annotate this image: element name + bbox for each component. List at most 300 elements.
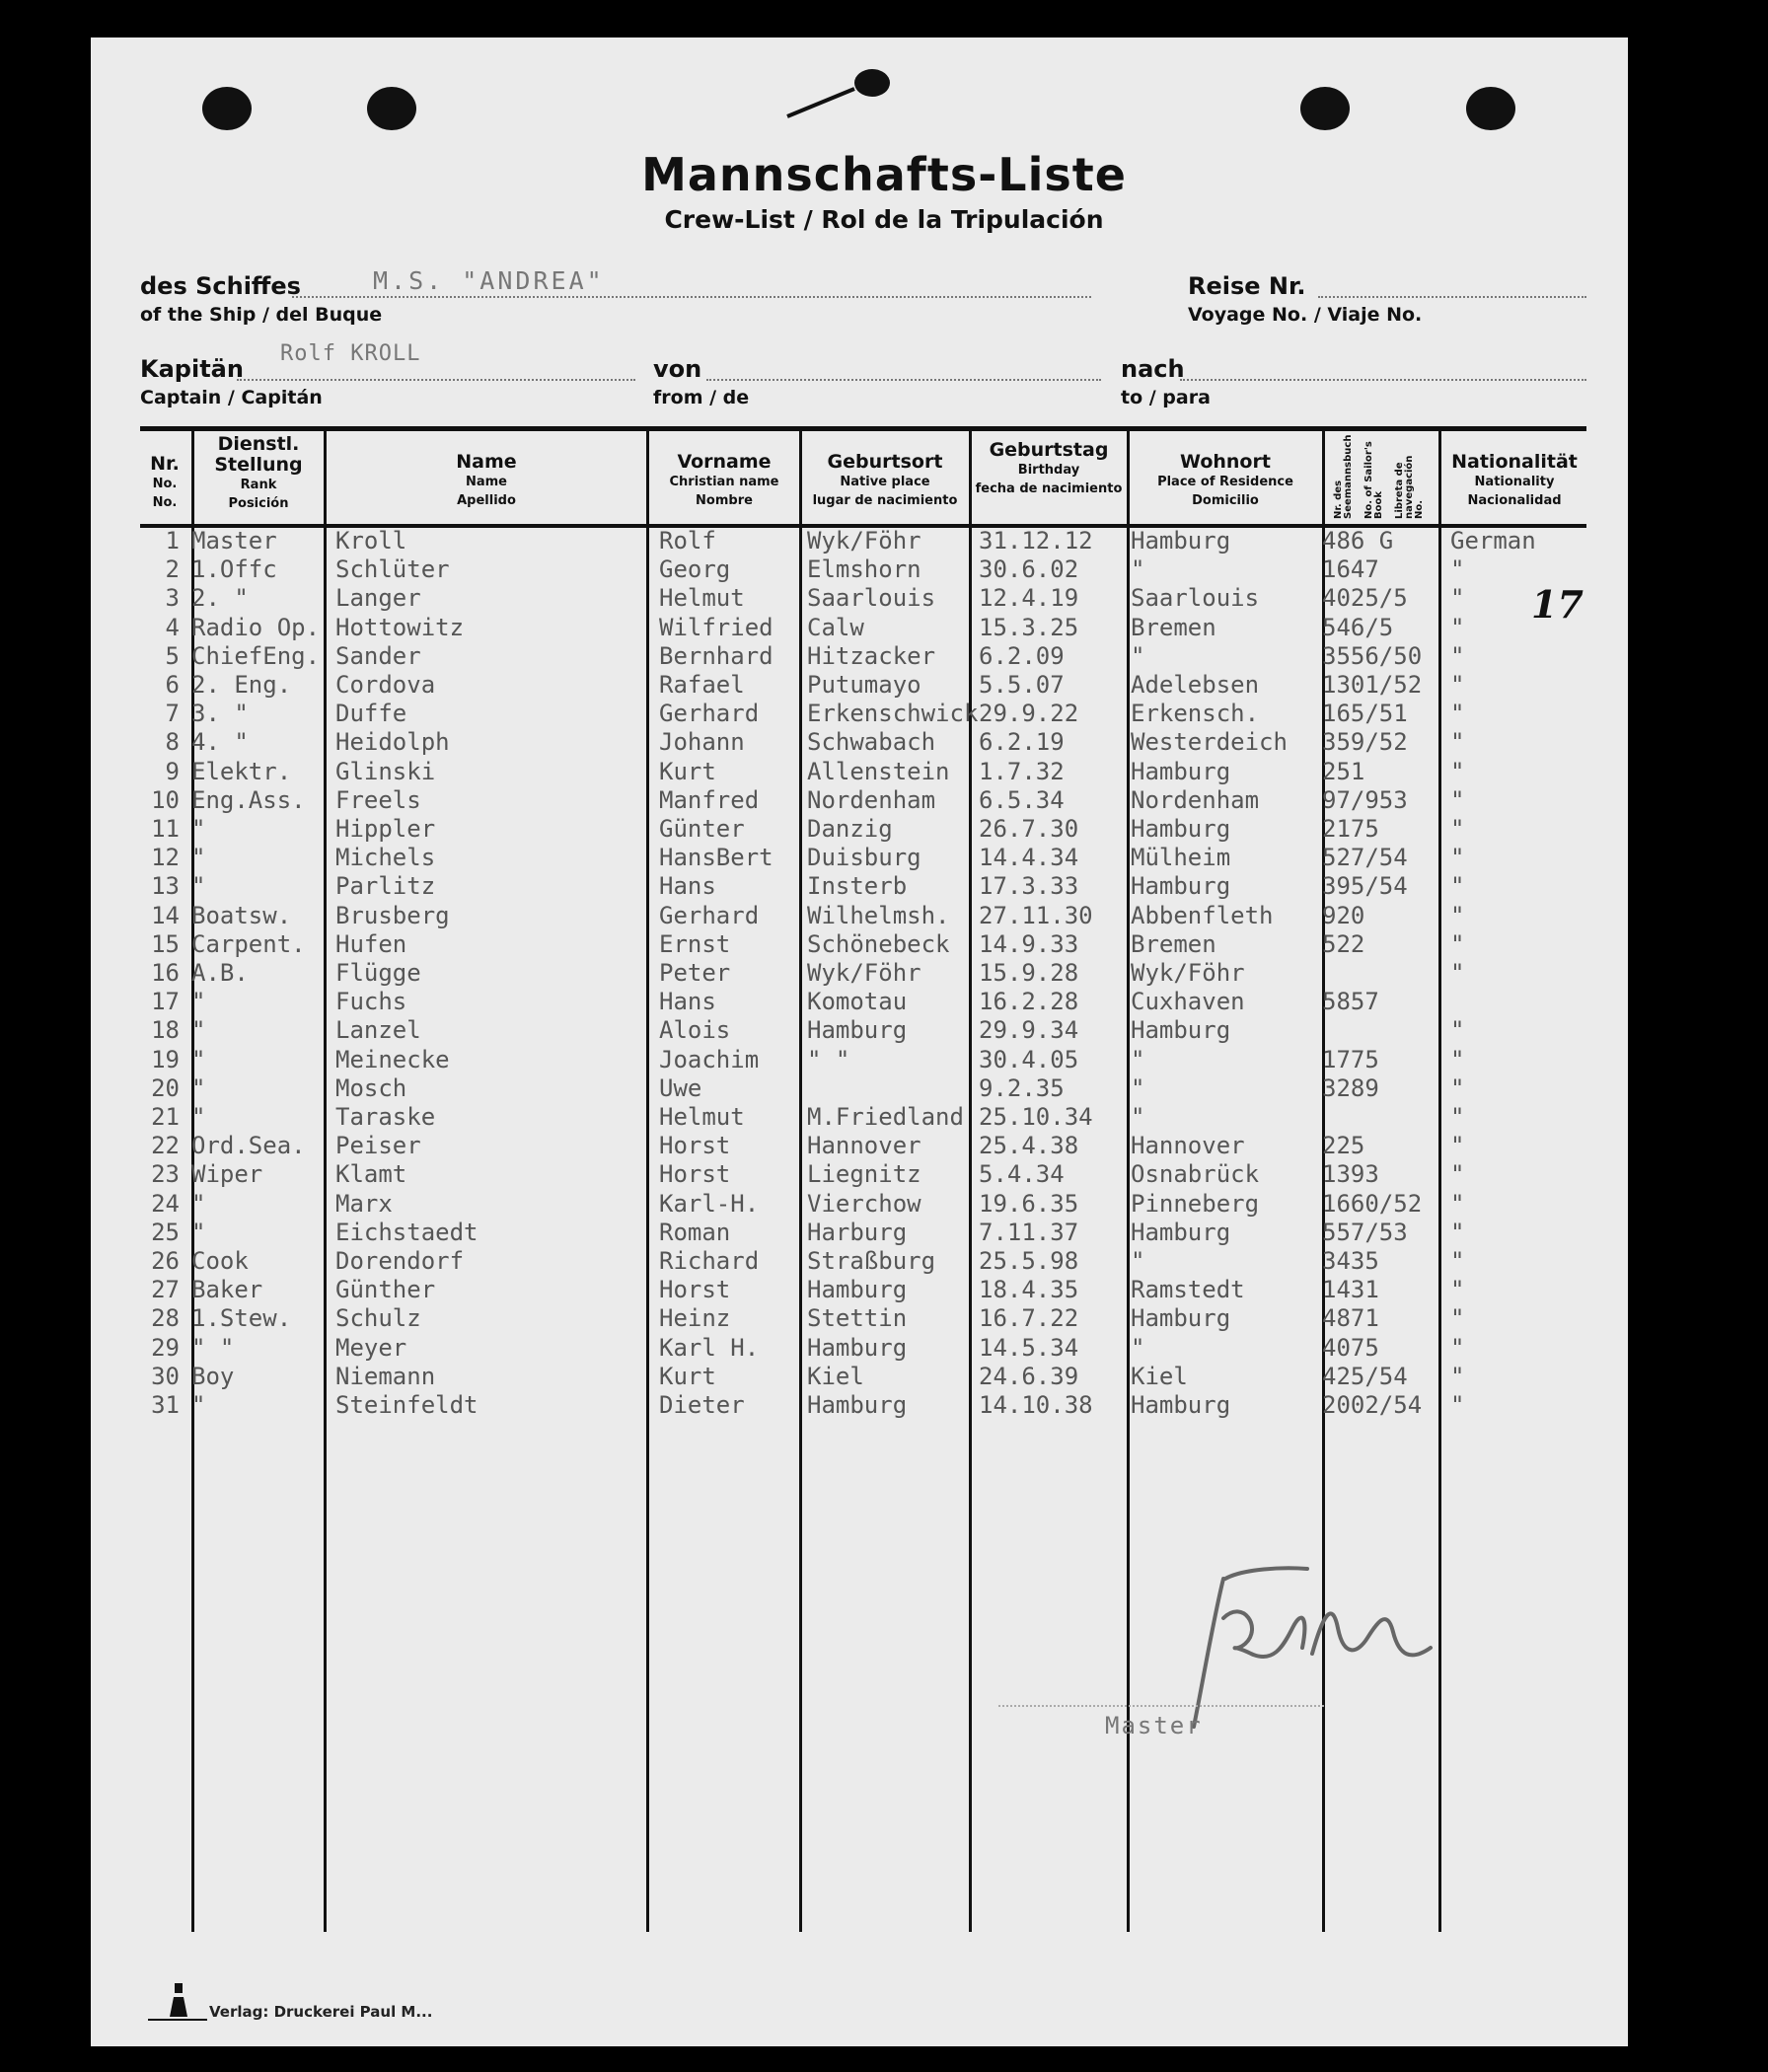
cell-bday: 15.9.28	[979, 959, 1079, 987]
cell-first: Ernst	[659, 929, 731, 958]
cell-res: Bremen	[1131, 613, 1216, 641]
column-divider	[969, 430, 972, 1932]
cell-bday: 14.9.33	[979, 929, 1079, 958]
cell-name: Langer	[335, 584, 421, 613]
cell-birthplace: Vierchow	[807, 1189, 921, 1218]
cell-nr: 10	[151, 785, 180, 814]
cell-name: Parlitz	[335, 872, 436, 901]
cell-book: 97/953	[1322, 785, 1408, 814]
cell-rank: "	[191, 872, 206, 901]
cell-bday: 15.3.25	[979, 613, 1079, 641]
cell-res: Hamburg	[1131, 1016, 1231, 1045]
cell-res: Hamburg	[1131, 872, 1231, 901]
cell-rank: Cook	[191, 1247, 249, 1275]
cell-birthplace: Duisburg	[807, 844, 921, 872]
cell-nr: 28	[151, 1304, 180, 1333]
col-header-name: Name Name Apellido	[456, 451, 517, 508]
cell-name: Flügge	[335, 959, 421, 987]
cell-nr: 23	[151, 1160, 180, 1189]
cell-nat: "	[1450, 929, 1465, 958]
cell-birthplace: Hamburg	[807, 1333, 908, 1362]
cell-birthplace: Elmshorn	[807, 555, 921, 584]
cell-nr: 8	[165, 728, 180, 757]
cell-bday: 5.4.34	[979, 1160, 1065, 1189]
cell-bday: 19.6.35	[979, 1189, 1079, 1218]
ship-line	[292, 296, 1091, 298]
to-sublabel: to / para	[1121, 387, 1211, 408]
cell-name: Brusberg	[335, 901, 450, 929]
cell-bday: 5.5.07	[979, 671, 1065, 699]
cell-first: Hans	[659, 872, 716, 901]
cell-res: "	[1131, 555, 1145, 584]
cell-name: Fuchs	[335, 988, 407, 1016]
cell-birthplace: Danzig	[807, 815, 893, 843]
cell-first: Wilfried	[659, 613, 774, 641]
table-top-rule	[140, 426, 1586, 431]
cell-name: Schlüter	[335, 555, 450, 584]
cell-name: Meyer	[335, 1333, 407, 1362]
cell-birthplace: Nordenham	[807, 785, 936, 814]
punch-hole	[1300, 87, 1350, 130]
cell-first: Kurt	[659, 1362, 716, 1390]
cell-nr: 22	[151, 1132, 180, 1160]
cell-nat: "	[1450, 1304, 1465, 1333]
cell-first: Karl-H.	[659, 1189, 760, 1218]
cell-nr: 12	[151, 844, 180, 872]
voyage-sublabel: Voyage No. / Viaje No.	[1188, 304, 1423, 326]
cell-first: Gerhard	[659, 901, 760, 929]
from-line	[706, 379, 1101, 381]
footer-line	[148, 2019, 207, 2021]
cell-rank: Eng.Ass.	[191, 785, 306, 814]
cell-first: Richard	[659, 1247, 760, 1275]
cell-nat: "	[1450, 1073, 1465, 1102]
cell-res: Cuxhaven	[1131, 988, 1245, 1016]
cell-birthplace: Harburg	[807, 1218, 908, 1246]
cell-book: 920	[1322, 901, 1365, 929]
cell-bday: 25.10.34	[979, 1103, 1093, 1131]
cell-nr: 1	[165, 527, 180, 555]
cell-birthplace: M.Friedland	[807, 1103, 964, 1131]
cell-nr: 11	[151, 815, 180, 843]
cell-name: Mosch	[335, 1073, 407, 1102]
cell-bday: 7.11.37	[979, 1218, 1079, 1246]
cell-nr: 6	[165, 671, 180, 699]
cell-book: 165/51	[1322, 700, 1408, 728]
cell-nr: 16	[151, 959, 180, 987]
cell-bday: 6.2.19	[979, 728, 1065, 757]
cell-rank: Carpent.	[191, 929, 306, 958]
cell-bday: 26.7.30	[979, 815, 1079, 843]
cell-book: 4025/5	[1322, 584, 1408, 613]
cell-res: "	[1131, 1103, 1145, 1131]
cell-nr: 13	[151, 872, 180, 901]
cell-birthplace: Wyk/Föhr	[807, 527, 921, 555]
cell-nr: 17	[151, 988, 180, 1016]
cell-res: "	[1131, 1045, 1145, 1073]
cell-rank: 2. "	[191, 584, 249, 613]
cell-bday: 29.9.34	[979, 1016, 1079, 1045]
cell-bday: 14.4.34	[979, 844, 1079, 872]
cell-birthplace: Hamburg	[807, 1391, 908, 1419]
cell-nat: "	[1450, 959, 1465, 987]
cell-first: HansBert	[659, 844, 774, 872]
cell-first: Horst	[659, 1276, 731, 1304]
cell-name: Günther	[335, 1276, 436, 1304]
cell-rank: 2. Eng.	[191, 671, 292, 699]
cell-nat: "	[1450, 1132, 1465, 1160]
cell-first: Gerhard	[659, 700, 760, 728]
cell-first: Joachim	[659, 1045, 760, 1073]
cell-birthplace: Straßburg	[807, 1247, 936, 1275]
cell-book: 546/5	[1322, 613, 1394, 641]
cell-birthplace: Stettin	[807, 1304, 908, 1333]
cell-bday: 14.5.34	[979, 1333, 1079, 1362]
printer-logo-icon	[166, 1981, 191, 2021]
cell-nat: "	[1450, 1247, 1465, 1275]
cell-res: "	[1131, 641, 1145, 670]
cell-birthplace: Komotau	[807, 988, 908, 1016]
cell-birthplace: Wilhelmsh.	[807, 901, 950, 929]
col-header-sailorsbook: Nr. des Seemannsbuch No. of Sailor's Book Libreta de navegación No.	[1332, 434, 1426, 519]
cell-first: Rolf	[659, 527, 716, 555]
cell-res: Bremen	[1131, 929, 1216, 958]
cell-bday: 25.5.98	[979, 1247, 1079, 1275]
cell-res: Abbenfleth	[1131, 901, 1274, 929]
cell-birthplace: Hitzacker	[807, 641, 936, 670]
cell-nat: "	[1450, 785, 1465, 814]
cell-nr: 26	[151, 1247, 180, 1275]
cell-first: Uwe	[659, 1073, 702, 1102]
cell-book: 1393	[1322, 1160, 1379, 1189]
cell-bday: 31.12.12	[979, 527, 1093, 555]
from-label: von	[653, 355, 702, 383]
voyage-label: Reise Nr.	[1188, 272, 1306, 300]
ship-value: M.S. "ANDREA"	[373, 266, 605, 295]
cell-res: Mülheim	[1131, 844, 1231, 872]
cell-rank: Boatsw.	[191, 901, 292, 929]
cell-birthplace: Putumayo	[807, 671, 921, 699]
cell-nr: 4	[165, 613, 180, 641]
punch-hole	[367, 87, 416, 130]
cell-name: Eichstaedt	[335, 1218, 479, 1246]
col-header-rank: Dienstl. Stellung Rank Posición	[214, 433, 303, 511]
cell-birthplace: Hamburg	[807, 1016, 908, 1045]
punch-hole	[202, 87, 252, 130]
cell-bday: 30.4.05	[979, 1045, 1079, 1073]
cell-bday: 30.6.02	[979, 555, 1079, 584]
cell-res: Saarlouis	[1131, 584, 1260, 613]
to-label: nach	[1121, 355, 1185, 383]
cell-nat: "	[1450, 844, 1465, 872]
cell-rank: "	[191, 1391, 206, 1419]
from-sublabel: from / de	[653, 387, 750, 408]
cell-nat: German	[1450, 527, 1536, 555]
cell-name: Hippler	[335, 815, 436, 843]
cell-nat: "	[1450, 1362, 1465, 1390]
cell-name: Meinecke	[335, 1045, 450, 1073]
cell-birthplace: Saarlouis	[807, 584, 936, 613]
cell-nat: "	[1450, 1045, 1465, 1073]
cell-rank: Wiper	[191, 1160, 263, 1189]
col-header-residence: Wohnort Place of Residence Domicilio	[1157, 451, 1293, 508]
cell-res: Ramstedt	[1131, 1276, 1245, 1304]
cell-book: 522	[1322, 929, 1365, 958]
cell-nat: "	[1450, 872, 1465, 901]
handwritten-number: 17	[1531, 582, 1584, 627]
col-header-nationality: Nationalität Nationality Nacionalidad	[1451, 451, 1578, 508]
footer-imprint: Verlag: Druckerei Paul M...	[209, 2003, 433, 2021]
col-header-firstname: Vorname Christian name Nombre	[669, 451, 779, 508]
cell-first: Rafael	[659, 671, 745, 699]
cell-bday: 18.4.35	[979, 1276, 1079, 1304]
captain-signature	[1135, 1559, 1450, 1737]
cell-res: Kiel	[1131, 1362, 1188, 1390]
signature-line	[998, 1705, 1324, 1707]
cell-birthplace: Insterb	[807, 872, 908, 901]
cell-res: Erkensch.	[1131, 700, 1260, 728]
cell-name: Lanzel	[335, 1016, 421, 1045]
cell-name: Taraske	[335, 1103, 436, 1131]
cell-first: Horst	[659, 1160, 731, 1189]
cell-first: Dieter	[659, 1391, 745, 1419]
cell-nat: "	[1450, 1218, 1465, 1246]
cell-birthplace: Calw	[807, 613, 864, 641]
cell-birthplace: Liegnitz	[807, 1160, 921, 1189]
cell-res: Hamburg	[1131, 815, 1231, 843]
cell-rank: Master	[191, 527, 277, 555]
column-divider	[324, 430, 327, 1932]
cell-nr: 27	[151, 1276, 180, 1304]
ship-label: des Schiffes	[140, 272, 301, 300]
cell-book: 557/53	[1322, 1218, 1408, 1246]
cell-rank: 3. "	[191, 700, 249, 728]
cell-book: 1660/52	[1322, 1189, 1423, 1218]
cell-nr: 18	[151, 1016, 180, 1045]
cell-nat: "	[1450, 1391, 1465, 1419]
cell-book: 1301/52	[1322, 671, 1423, 699]
cell-first: Johann	[659, 728, 745, 757]
cell-name: Cordova	[335, 671, 436, 699]
captain-label: Kapitän	[140, 355, 244, 383]
cell-nat: "	[1450, 1103, 1465, 1131]
cell-nat: "	[1450, 1160, 1465, 1189]
cell-birthplace: Erkenschwick	[807, 700, 979, 728]
cell-first: Manfred	[659, 785, 760, 814]
cell-res: Hamburg	[1131, 757, 1231, 785]
cell-rank: "	[191, 1073, 206, 1102]
cell-birthplace: Hamburg	[807, 1276, 908, 1304]
cell-nr: 7	[165, 700, 180, 728]
cell-first: Günter	[659, 815, 745, 843]
cell-nr: 20	[151, 1073, 180, 1102]
cell-rank: Radio Op.	[191, 613, 321, 641]
cell-first: Bernhard	[659, 641, 774, 670]
cell-nr: 5	[165, 641, 180, 670]
cell-book: 1647	[1322, 555, 1379, 584]
cell-nr: 31	[151, 1391, 180, 1419]
cell-book: 3289	[1322, 1073, 1379, 1102]
cell-first: Heinz	[659, 1304, 731, 1333]
cell-first: Helmut	[659, 584, 745, 613]
cell-book: 2002/54	[1322, 1391, 1423, 1419]
voyage-line	[1318, 296, 1586, 298]
cell-first: Georg	[659, 555, 731, 584]
cell-nr: 2	[165, 555, 180, 584]
cell-birthplace: Allenstein	[807, 757, 950, 785]
col-header-birthplace: Geburtsort Native place lugar de nacimiento	[812, 451, 958, 508]
cell-book: 1431	[1322, 1276, 1379, 1304]
cell-nat: "	[1450, 641, 1465, 670]
cell-res: Nordenham	[1131, 785, 1260, 814]
captain-line	[237, 379, 635, 381]
cell-nat: "	[1450, 555, 1465, 584]
cell-name: Kroll	[335, 527, 407, 555]
cell-nat: "	[1450, 1276, 1465, 1304]
cell-bday: 17.3.33	[979, 872, 1079, 901]
cell-name: Sander	[335, 641, 421, 670]
cell-book: 251	[1322, 757, 1365, 785]
cell-bday: 24.6.39	[979, 1362, 1079, 1390]
cell-res: Hamburg	[1131, 1391, 1231, 1419]
cell-name: Dorendorf	[335, 1247, 465, 1275]
cell-rank: "	[191, 1218, 206, 1246]
cell-nat: "	[1450, 700, 1465, 728]
cell-rank: "	[191, 1016, 206, 1045]
cell-nat: "	[1450, 901, 1465, 929]
cell-nr: 19	[151, 1045, 180, 1073]
cell-first: Helmut	[659, 1103, 745, 1131]
cell-bday: 1.7.32	[979, 757, 1065, 785]
cell-nr: 30	[151, 1362, 180, 1390]
captain-value: Rolf KROLL	[280, 341, 421, 366]
cell-res: Westerdeich	[1131, 728, 1288, 757]
cell-res: Pinneberg	[1131, 1189, 1260, 1218]
cell-nr: 24	[151, 1189, 180, 1218]
cell-name: Schulz	[335, 1304, 421, 1333]
cell-name: Michels	[335, 844, 436, 872]
cell-nat: "	[1450, 757, 1465, 785]
cell-nat: "	[1450, 1189, 1465, 1218]
cell-nr: 14	[151, 901, 180, 929]
cell-nr: 21	[151, 1103, 180, 1131]
cell-name: Niemann	[335, 1362, 436, 1390]
cell-res: "	[1131, 1073, 1145, 1102]
punch-hole	[1466, 87, 1515, 130]
cell-nr: 3	[165, 584, 180, 613]
cell-bday: 14.10.38	[979, 1391, 1093, 1419]
cell-birthplace: Schönebeck	[807, 929, 950, 958]
cell-res: Adelebsen	[1131, 671, 1260, 699]
cell-rank: A.B.	[191, 959, 249, 987]
cell-name: Steinfeldt	[335, 1391, 479, 1419]
cell-rank: 4. "	[191, 728, 249, 757]
cell-name: Hottowitz	[335, 613, 465, 641]
cell-first: Hans	[659, 988, 716, 1016]
cell-birthplace: Wyk/Föhr	[807, 959, 921, 987]
cell-bday: 12.4.19	[979, 584, 1079, 613]
cell-nat: "	[1450, 815, 1465, 843]
cell-res: Hannover	[1131, 1132, 1245, 1160]
cell-rank: Boy	[191, 1362, 235, 1390]
cell-birthplace: " "	[807, 1045, 850, 1073]
cell-res: Hamburg	[1131, 1218, 1231, 1246]
cell-name: Klamt	[335, 1160, 407, 1189]
cell-name: Heidolph	[335, 728, 450, 757]
ship-sublabel: of the Ship / del Buque	[140, 304, 383, 326]
cell-nat: "	[1450, 1016, 1465, 1045]
cell-book: 527/54	[1322, 844, 1408, 872]
cell-name: Marx	[335, 1189, 393, 1218]
cell-bday: 27.11.30	[979, 901, 1093, 929]
cell-rank: 1.Stew.	[191, 1304, 292, 1333]
cell-rank: "	[191, 1189, 206, 1218]
cell-nat: "	[1450, 584, 1465, 613]
cell-book: 395/54	[1322, 872, 1408, 901]
cell-rank: " "	[191, 1333, 235, 1362]
cell-rank: Ord.Sea.	[191, 1132, 306, 1160]
cell-name: Hufen	[335, 929, 407, 958]
ink-mark	[785, 65, 894, 124]
cell-name: Glinski	[335, 757, 436, 785]
cell-book: 4871	[1322, 1304, 1379, 1333]
column-divider	[799, 430, 802, 1932]
cell-nat: "	[1450, 1333, 1465, 1362]
cell-rank: "	[191, 988, 206, 1016]
cell-bday: 29.9.22	[979, 700, 1079, 728]
cell-birthplace: Kiel	[807, 1362, 864, 1390]
cell-birthplace: Schwabach	[807, 728, 936, 757]
cell-book: 359/52	[1322, 728, 1408, 757]
cell-book: 3556/50	[1322, 641, 1423, 670]
cell-book: 5857	[1322, 988, 1379, 1016]
cell-name: Peiser	[335, 1132, 421, 1160]
cell-res: Osnabrück	[1131, 1160, 1260, 1189]
cell-book: 425/54	[1322, 1362, 1408, 1390]
to-line	[1180, 379, 1586, 381]
cell-bday: 16.2.28	[979, 988, 1079, 1016]
cell-book: 1775	[1322, 1045, 1379, 1073]
col-header-birthday: Geburtstag Birthday fecha de nacimiento	[975, 439, 1123, 496]
cell-rank: "	[191, 1103, 206, 1131]
cell-nr: 15	[151, 929, 180, 958]
cell-nat: "	[1450, 728, 1465, 757]
column-divider	[646, 430, 649, 1932]
cell-rank: Baker	[191, 1276, 263, 1304]
cell-bday: 16.7.22	[979, 1304, 1079, 1333]
cell-res: Hamburg	[1131, 527, 1231, 555]
form-subtitle: Crew-List / Rol de la Tripulación	[664, 205, 1104, 234]
cell-res: "	[1131, 1333, 1145, 1362]
cell-rank: 1.Offc	[191, 555, 277, 584]
cell-nr: 25	[151, 1218, 180, 1246]
cell-res: Hamburg	[1131, 1304, 1231, 1333]
cell-nat: "	[1450, 613, 1465, 641]
captain-sublabel: Captain / Capitán	[140, 387, 323, 408]
cell-res: "	[1131, 1247, 1145, 1275]
cell-bday: 6.2.09	[979, 641, 1065, 670]
cell-rank: Elektr.	[191, 757, 292, 785]
cell-rank: "	[191, 1045, 206, 1073]
cell-nr: 29	[151, 1333, 180, 1362]
cell-birthplace: Hannover	[807, 1132, 921, 1160]
form-title: Mannschafts-Liste	[641, 148, 1127, 201]
cell-first: Karl H.	[659, 1333, 760, 1362]
cell-bday: 25.4.38	[979, 1132, 1079, 1160]
cell-first: Alois	[659, 1016, 731, 1045]
cell-bday: 9.2.35	[979, 1073, 1065, 1102]
cell-nr: 9	[165, 757, 180, 785]
